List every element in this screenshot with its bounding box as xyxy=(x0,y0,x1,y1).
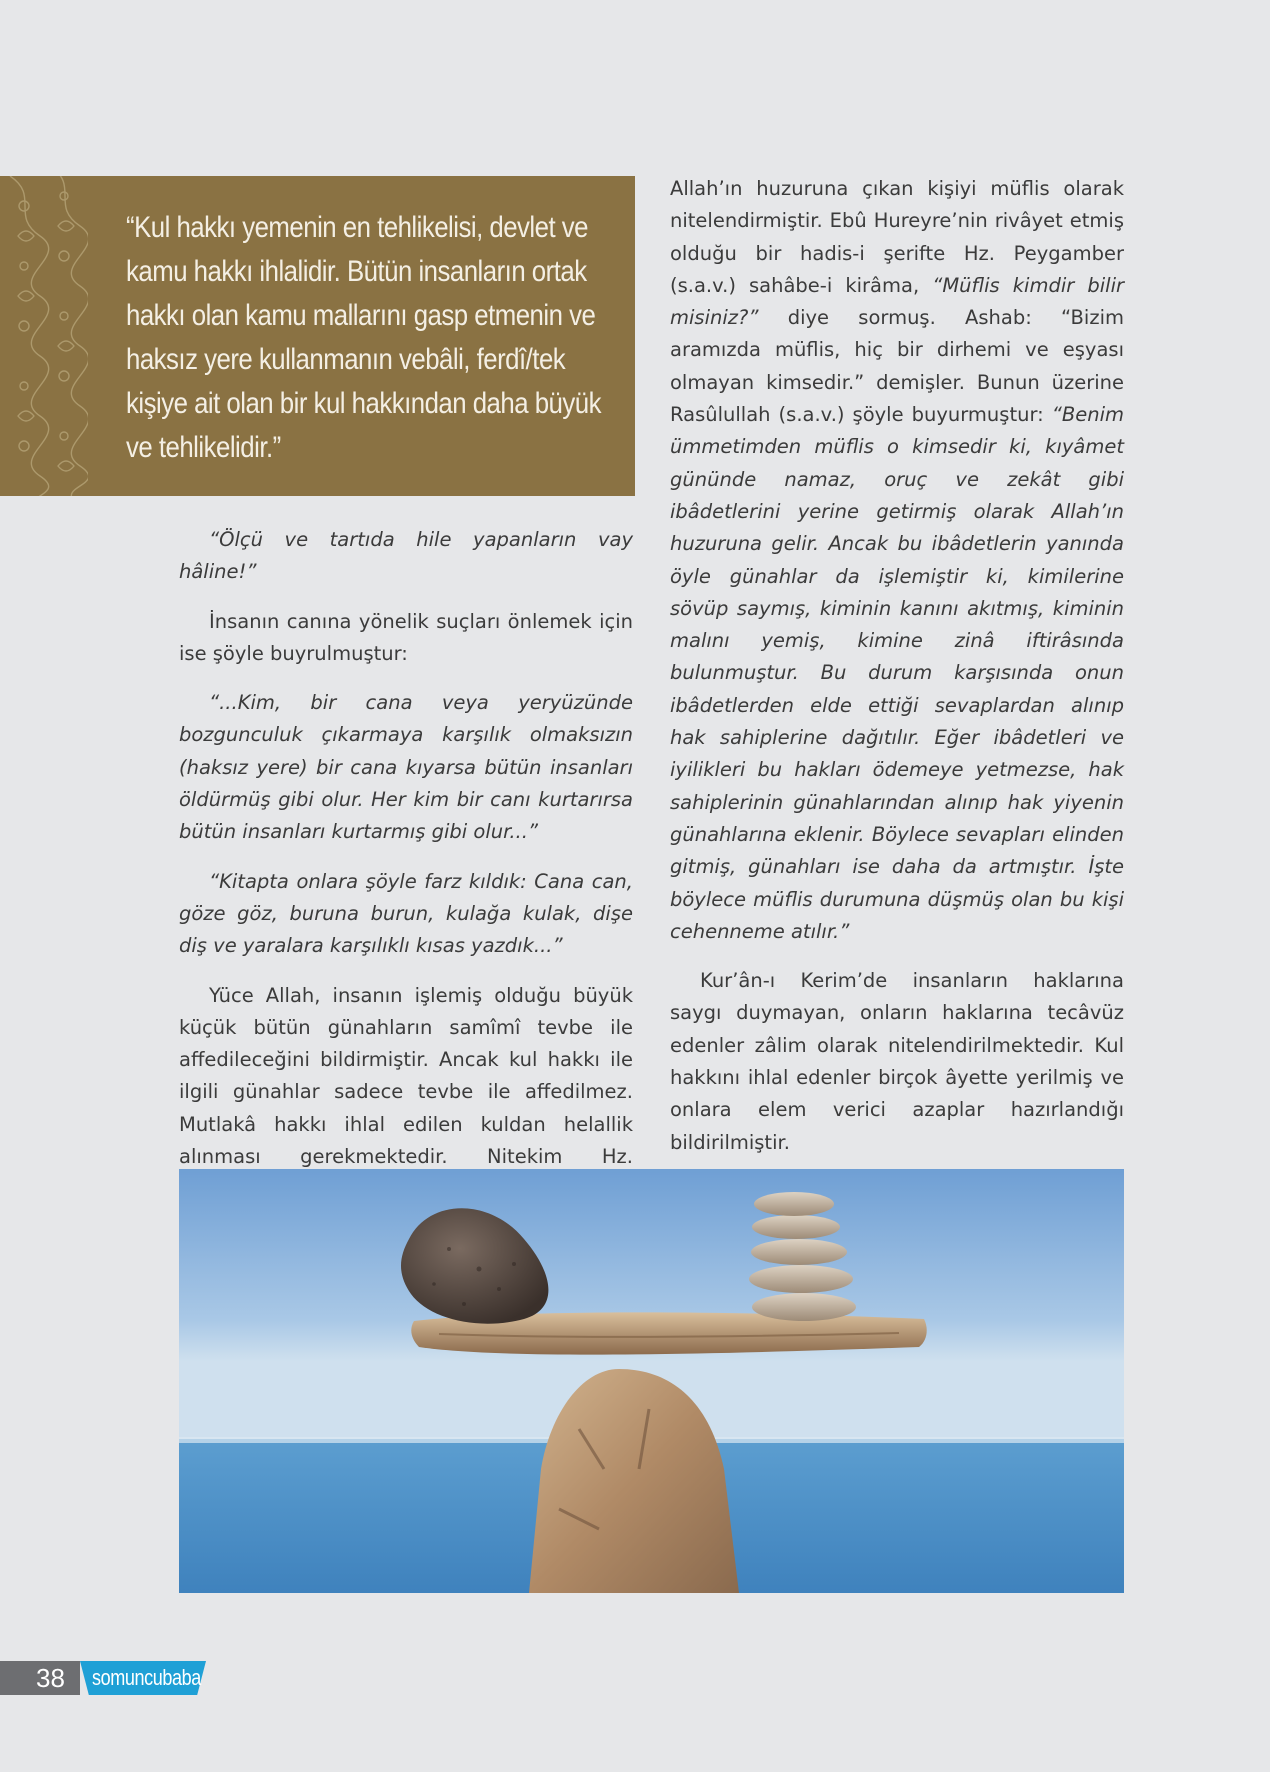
pull-quote-text: “Kul hakkı yemenin en tehlikelisi, devlet ve kamu hakkı ihlalidir. Bütün insanların ortak hakkı olan kamu mallarını gasp etmenin ve haksız yere kullanmanın vebâli, ferdî/tek kişiye ait olan bir kul hakkından daha büyük ve tehlikelidir.” xyxy=(126,211,601,464)
paragraph-tevbe: Yüce Allah, insanın işlemiş olduğu büyük küçük bütün günahların samîmî tevbe ile affedileceğini bildirmiştir. Ancak kul hakkı ile ilgili günahlar sadece tevbe ile affedilmez. Mutlakâ hakkı ihlal edilen kuldan helallik alınması gerekmektedir. Nitekim Hz. xyxy=(179,983,633,1169)
muflis-text-a: Allah’ın huzuruna çıkan kişiyi müflis olarak nitelendirmiştir. Ebû Hureyre’nin rivâyet etmiş olduğu bir hadis-i şerifte Hz. Peygamber (s.a.v.) sahâbe-i kirâma, xyxy=(670,177,1124,297)
pebble-3 xyxy=(751,1239,847,1265)
paragraph-muflis xyxy=(670,173,1124,948)
brand-name: somuncubaba xyxy=(92,1665,201,1690)
pebble-2 xyxy=(749,1265,853,1293)
right-column xyxy=(670,173,1124,1290)
muflis-question: “Müflis kimdir bilir misiniz?” xyxy=(670,273,1125,330)
paragraph-intro: İnsanın canına yönelik suçları önlemek için ise şöyle buyrulmuştur: xyxy=(179,609,633,665)
balancing-stones-photo xyxy=(179,1169,1124,1593)
verse-quote-2: “...Kim, bir cana veya yeryüzünde bozgunculuk çıkarmaya karşılık olmaksızın (haksız yere) bir cana kıyarsa bütün insanları öldürmüş gibi olur. Her kim bir canı kurtarırsa bütün insanları kurtarmış gibi olur...” xyxy=(179,691,633,844)
floral-ornament-icon xyxy=(0,176,88,496)
pebble-5 xyxy=(754,1192,834,1216)
pull-quote-box xyxy=(0,176,635,496)
pebble-1 xyxy=(752,1293,856,1321)
left-column xyxy=(179,524,633,1223)
pebble-4 xyxy=(752,1215,840,1239)
muflis-text-c: diye sormuş. Ashab: “Bizim aramızda müflis, hiç bir dirhemi ve eşyası olmayan kimsedir.” demişler. Bunun üzerine Rasûlullah (s.a.v.) şöyle buyurmuştur: xyxy=(670,306,1124,427)
verse-quote-1: “Ölçü ve tartıda hile yapanların vay hâline!” xyxy=(179,528,633,584)
verse-quote-3: “Kitapta onlara şöyle farz kıldık: Cana can, göze göz, buruna burun, kulağa kulak, dişe diş ve yaralara karşılıklı kısas yazdık...” xyxy=(179,869,633,958)
page-number: 38 xyxy=(36,1663,65,1693)
paragraph-kuran: Kur’ân-ı Kerim’de insanların haklarına saygı duymayan, onların haklarına tecâvüz edenler zâlim olarak nitelendirilmektedir. Kul hakkını ihlal edenler birçok âyette yerilmiş ve onlara elem verici azaplar hazırlandığı bildirilmiştir. xyxy=(670,969,1124,1154)
hadith-quote: “Benim ümmetimden müflis o kimsedir ki, kıyâmet gününde namaz, oruç ve zekât gibi ibâdetlerini yerine getirmiş olarak Allah’ın huzuruna gelir. Ancak bu ibâdetlerin yanında öyle günahlar da işlemiştir ki, kimilerine sövüp saymış, kiminin kanını akıtmış, kiminin malını yemiş, kimine zinâ iftirâsında bulunmuştur. Bu durum karşısında onun ibâdetlerden elde ettiği sevaplardan alınıp hak sahiplerine dağıtılır. Eğer ibâdetleri ve iyilikleri bu hakları ödemeye yetmezse, hak sahiplerinin günahlarından alınıp hak yiyenin günahlarına eklenir. Böylece sevapları elinden gitmiş, günahları ise daha da artmıştır. İşte böylece müflis durumuna düşmüş olan bu kişi cehenneme atılır.” xyxy=(670,403,1124,943)
